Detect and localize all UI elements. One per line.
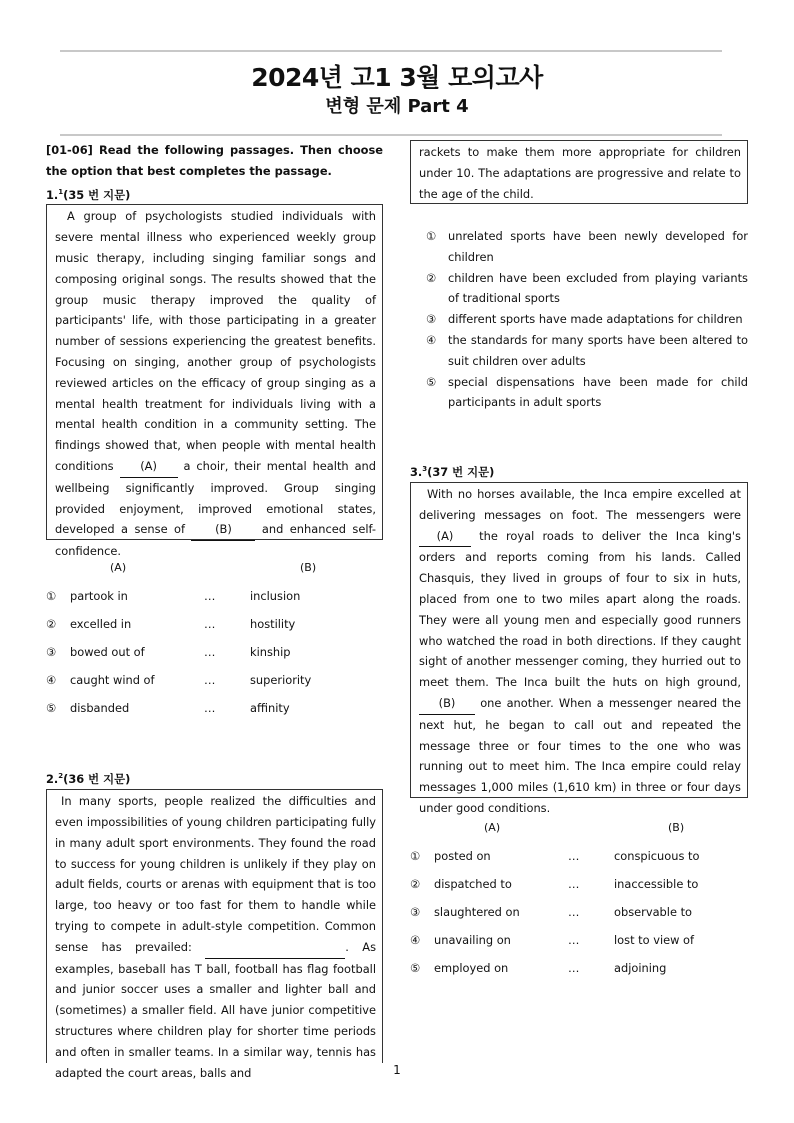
option-a-text: slaughtered on — [434, 904, 520, 919]
option-separator: … — [204, 673, 216, 688]
header-bottom-rule — [60, 134, 722, 136]
passage-text: A group of psychologists studied individuals with severe mental illness who experienced weekly group music therapy, including singing familiar songs and composing original songs. The results showed that the group music therapy improved the quality of participants' life, with those participating in a greater number of sessions experiencing the greatest benefits. Focusing on singing, another group of psychologists reviewed articles on the efficacy of group singing as a mental health treatment for individuals living with a mental health condition in a community setting. The findings showed that, when people with mental health conditions — [55, 209, 376, 473]
option-number: ⑤ — [46, 701, 57, 716]
question-2-source: (36 번 지문) — [63, 772, 131, 787]
option-b-text: conspicuous to — [614, 848, 700, 863]
option-text: children have been excluded from playing variants of traditional sports — [448, 270, 748, 306]
option-b-text: inclusion — [250, 589, 301, 604]
option-b-text: affinity — [250, 701, 290, 716]
option-row[interactable] — [410, 954, 748, 982]
option-row[interactable] — [410, 309, 748, 330]
question-2-footnote: 2 — [58, 772, 64, 781]
passage-text: In many sports, people realized the difficulties and even impossibilities of young children participating fully in many adult sport environments. They found the road to success for young children is unlikely if they play on adult fields, courts or arenas with equipment that is too large, too heavy or too fast for them to handle while trying to compete in adult-style competition. Common sense has prevailed: — [55, 794, 376, 954]
option-row[interactable] — [46, 638, 383, 666]
option-row[interactable] — [410, 330, 748, 372]
passage-text: With no horses available, the Inca empire excelled at delivering messages on foot. The messengers were — [419, 486, 741, 522]
option-row[interactable] — [46, 666, 383, 694]
question-1-column-headers — [46, 560, 383, 576]
blank-a: (A) — [120, 456, 178, 478]
blank-b: (B) — [419, 693, 475, 715]
question-3-column-headers — [410, 820, 748, 836]
question-3-options — [410, 842, 748, 982]
passage-text: one another. When a messenger neared the next hut, he began to call out and repeated the message three or four times to the one who was running out to meet him. The Inca empire could relay messages 1,000 miles (1,610 km) in three or four days under good conditions. — [419, 695, 741, 815]
option-b-text: inaccessible to — [614, 876, 699, 891]
question-2-heading — [46, 766, 383, 789]
option-number: ③ — [410, 904, 421, 919]
option-a-text: excelled in — [70, 617, 132, 632]
passage-text: a choir, their mental health and wellbeing significantly improved. Group singing provided enjoyment, improved emotional states, developed a sense of — [55, 458, 377, 537]
option-number: ② — [46, 617, 57, 632]
question-3-number: 3. — [410, 464, 423, 479]
option-a-text: employed on — [434, 960, 509, 975]
option-number: ④ — [410, 932, 421, 947]
column-a-label: (A) — [110, 561, 127, 575]
right-column — [410, 140, 748, 982]
page-title: 2024년 고1 3월 모의고사 — [251, 63, 543, 92]
question-1-options — [46, 582, 383, 722]
question-3-heading — [410, 459, 748, 482]
option-separator: … — [204, 617, 216, 632]
option-number: ① — [410, 848, 421, 863]
column-b-label: (B) — [668, 820, 685, 834]
question-1-passage — [46, 204, 383, 559]
option-row[interactable] — [410, 926, 748, 954]
option-text: the standards for many sports have been altered to suit children over adults — [448, 332, 748, 368]
option-separator: … — [204, 701, 216, 716]
option-number: ③ — [46, 645, 57, 660]
passage-text: . As examples, baseball has T ball, football has flag football and junior soccer uses a smaller and lighter ball and (sometimes) a smaller field. All have junior competitive structures where children play for shorter time periods and often in smaller teams. In a similar way, tennis has adapted the court areas, balls and — [55, 939, 376, 1080]
question-2-number: 2. — [46, 772, 59, 787]
option-row[interactable] — [410, 842, 748, 870]
header-top-rule — [60, 50, 722, 52]
option-number: ② — [426, 270, 437, 285]
option-b-text: superiority — [250, 673, 312, 688]
question-2-passage-continued — [410, 140, 748, 204]
option-separator: … — [568, 960, 580, 975]
option-text: unrelated sports have been newly developed for children — [448, 229, 748, 264]
option-a-text: posted on — [434, 848, 491, 863]
column-b-label: (B) — [300, 561, 317, 575]
question-1-heading — [46, 182, 383, 205]
option-separator: … — [568, 876, 580, 891]
option-row[interactable] — [46, 610, 383, 638]
question-2-options — [410, 226, 748, 413]
option-a-text: partook in — [70, 589, 128, 604]
passage-text: rackets to make them more appropriate for children under 10. The adaptations are progressive and relate to the age of the child. — [419, 145, 741, 201]
option-separator: … — [204, 645, 216, 660]
page-number: 1 — [393, 1063, 401, 1077]
option-separator: … — [568, 932, 580, 947]
option-row[interactable] — [410, 898, 748, 926]
passage-text: and enhanced self-confidence. — [55, 522, 377, 559]
question-1-source: (35 번 지문) — [63, 187, 131, 202]
blank-a: (A) — [419, 526, 471, 548]
instructions: [01-06] Read the following passages. Then choose the option that best completes the passage. — [46, 143, 383, 178]
option-a-text: bowed out of — [70, 645, 145, 660]
option-row[interactable] — [410, 226, 748, 268]
option-a-text: disbanded — [70, 701, 130, 716]
option-b-text: hostility — [250, 617, 296, 632]
option-b-text: lost to view of — [614, 932, 695, 947]
option-number: ① — [426, 229, 437, 243]
page-subtitle: 변형 문제 Part 4 — [325, 96, 469, 117]
option-row[interactable] — [410, 268, 748, 310]
option-number: ④ — [46, 673, 57, 688]
option-a-text: unavailing on — [434, 932, 511, 947]
option-separator: … — [568, 848, 580, 863]
question-3-passage — [410, 482, 748, 815]
option-number: ⑤ — [426, 374, 437, 389]
passage-text: the royal roads to deliver the Inca king's orders and reports coming from his lands. Called Chasquis, they lived in groups of four to six in huts, placed from one to two miles apart along the roads. They were all young men and especially good runners who watched the road in both directions. If they caught sight of another messenger coming, they hurried out to meet them. The Inca built the huts on high ground, — [419, 528, 741, 690]
option-separator: … — [204, 589, 216, 604]
option-text: special dispensations have been made for child participants in adult sports — [448, 374, 748, 410]
option-number: ① — [46, 589, 57, 604]
question-3-source: (37 번 지문) — [427, 464, 495, 479]
option-number: ③ — [426, 312, 437, 327]
left-column — [46, 140, 383, 1080]
option-text: different sports have made adaptations for children — [448, 312, 743, 327]
option-number: ② — [410, 876, 421, 891]
question-1-footnote: 1 — [58, 187, 64, 196]
column-a-label: (A) — [484, 820, 501, 834]
option-row[interactable] — [46, 694, 383, 722]
question-3-footnote: 3 — [422, 465, 428, 474]
blank-b: (B) — [191, 519, 255, 541]
option-a-text: dispatched to — [434, 876, 512, 891]
option-separator: … — [568, 904, 580, 919]
option-row[interactable] — [410, 372, 748, 414]
question-2-passage — [46, 789, 383, 1080]
option-b-text: adjoining — [614, 960, 667, 975]
option-a-text: caught wind of — [70, 673, 155, 688]
option-b-text: observable to — [614, 904, 693, 919]
option-number: ④ — [426, 332, 437, 347]
question-1-number: 1. — [46, 187, 59, 202]
option-b-text: kinship — [250, 645, 291, 660]
option-row[interactable] — [410, 870, 748, 898]
option-row[interactable] — [46, 582, 383, 610]
blank-main — [205, 937, 345, 959]
option-number: ⑤ — [410, 960, 421, 975]
